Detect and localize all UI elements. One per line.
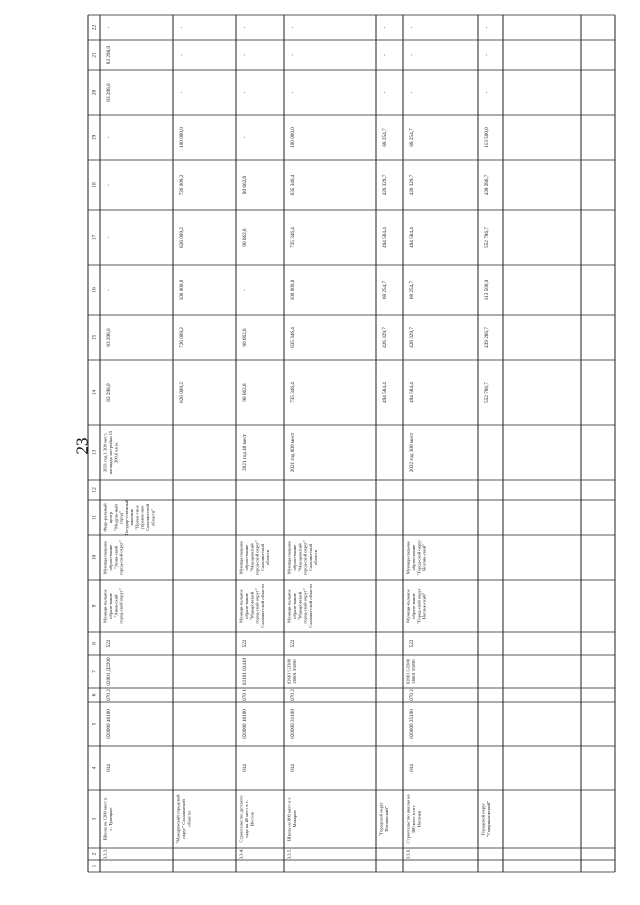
row-4-c19: 100 000,0 [290, 127, 297, 148]
row-4-c8: 522 [290, 639, 297, 648]
row-7-c14: 552 786,7 [484, 382, 491, 403]
row-7-c18: 439 286,7 [484, 174, 491, 196]
header-col-number: 6 [91, 693, 98, 697]
row-1-c14: 83 298,0 [106, 383, 113, 402]
row-3-c6: 070 1 [242, 689, 249, 701]
row-2-c17: 826 009,2 [179, 227, 186, 248]
row-1-num: 3.3.3. [102, 848, 108, 860]
row-7-c15: 439 286,7 [484, 327, 491, 348]
row-5-c19: 68 254,7 [382, 128, 389, 147]
row-1-c22: - [106, 26, 113, 29]
row-6-c15: 426 329,7 [409, 327, 416, 348]
row-2-c14: 826 009,2 [179, 382, 186, 403]
row-4-c13: 2021 год 800 мест [290, 432, 297, 473]
row-6-c17: 494 584,4 [409, 227, 416, 248]
row-1-c6: 070 2 [106, 689, 113, 701]
row-4-c14: 735 346,4 [290, 382, 297, 403]
header-col-number: 22 [91, 24, 98, 31]
row-4-c20: - [290, 91, 297, 94]
row-6-c8: 522 [409, 639, 416, 648]
header-col-number: 10 [91, 554, 98, 561]
row-5-c20: - [382, 91, 389, 94]
row-3-c15: 90 662,8 [242, 328, 249, 347]
row-4-c18: 635 346,4 [290, 174, 297, 196]
row-1-c10: Муници-пальноеобразо-вание"Анив-скийгород-ской округ" [102, 539, 124, 576]
row-6-c9: Муници-пальноеобразо-вание"Город-ской округНоглик-ский" [405, 588, 427, 624]
row-1-c20: 83 298,0 [106, 83, 113, 102]
row-2-c18: 726 009,2 [179, 174, 186, 196]
header-col-number: 19 [91, 134, 98, 141]
row-1-c8: 522 [106, 639, 113, 648]
row-3-c17: 90 662,8 [242, 228, 249, 247]
row-6-c21: - [409, 54, 416, 56]
row-2-c20: - [179, 91, 186, 94]
row-3-c13: 2021 год 40 мест [242, 434, 249, 471]
row-2-c22: - [179, 26, 186, 29]
row-5-c17: 494 584,4 [382, 227, 389, 248]
row-1-c9: Муници-пальноеобразо-вание"Анив-скийгород-ской округ" [102, 588, 124, 624]
header-col-number: 13 [91, 449, 98, 456]
row-7-name: Городской округ"Смирныховский" [480, 801, 491, 837]
row-7-c19: 113 500,0 [484, 127, 491, 148]
row-2-c15: 726 009,2 [179, 327, 186, 348]
row-5-c22: - [382, 26, 389, 29]
row-6-c10: Муници-пальноеобразо-вание"Город-ской округНоглик-ский" [405, 539, 427, 576]
header-col-number: 18 [91, 182, 98, 188]
header-col-number: 3 [91, 817, 98, 821]
row-1-c19: - [106, 136, 113, 139]
row-7-c16: 113 500,0 [484, 279, 491, 301]
row-3-c18: 90 662,8 [242, 175, 249, 195]
row-3-c9: Муници-пальноеобразо-вание"Макаровскийгород-ской округ"Сахалин-ской области [238, 584, 265, 628]
row-2-c21: - [179, 54, 186, 56]
row-4-c16: 100 000,0 [290, 279, 297, 301]
row-1-c15: 83 298,0 [106, 328, 113, 347]
row-3-name: Строительство детскогосада на 40 мест в с.Восток [238, 795, 255, 843]
header-col-number: 20 [91, 89, 98, 96]
header-col-number: 14 [91, 389, 98, 396]
row-3-c5: 020000 18100 [242, 709, 249, 739]
row-4-num: 3.3.5. [286, 848, 292, 860]
row-5-c21: - [382, 54, 389, 56]
table-grid [88, 15, 615, 872]
row-3-c10: Муници-пальноеобразо-вание"Макаровскийгород-ской округ"Сахалин-скойобласти [238, 539, 271, 576]
row-4-name: Школа на 800 мест в г.Макаров [286, 796, 297, 842]
row-3-num: 3.3.4. [238, 848, 244, 860]
row-1-c17: - [106, 236, 113, 239]
row-3-c14: 90 662,8 [242, 383, 249, 402]
row-2-name: "Макаровский городскойокруг" Сахалинскойобласти [175, 794, 192, 844]
row-6-c18: 426 329,7 [409, 174, 416, 196]
header-col-number: 15 [91, 334, 98, 341]
row-2-c19: 100 000,0 [179, 127, 186, 148]
row-5-c16: 68 254,7 [382, 280, 389, 300]
header-col-number: 17 [91, 234, 98, 241]
row-3-c21: - [242, 54, 249, 56]
row-1-c7: 02001 Д2200 [106, 657, 113, 686]
row-6-c19: 68 254,7 [409, 128, 416, 147]
row-1-c4: 014 [106, 764, 113, 772]
table-cells [91, 25, 491, 868]
row-6-c22: - [409, 26, 416, 29]
row-7-c17: 552 786,7 [484, 227, 491, 248]
header-col-number: 7 [91, 670, 98, 673]
row-6-c4: 014 [409, 764, 416, 772]
header-col-number: 5 [91, 722, 98, 726]
row-4-c4: 014 [290, 764, 297, 772]
row-6-num: 3.3.6. [405, 848, 411, 860]
row-6-name: Строительство школы на300 мест в пгт.Ноглики [405, 794, 422, 844]
row-4-c6: 070 2 [290, 689, 297, 701]
row-4-c7: 02601 G330026601 55050 [286, 658, 297, 685]
row-3-c4: 014 [242, 764, 249, 772]
row-2-c16: 100 000,0 [179, 279, 186, 301]
row-5-c18: 426 329,7 [382, 174, 389, 196]
row-1-c16: - [106, 289, 113, 291]
row-6-c7: 02001 G330026601 55050 [405, 658, 416, 685]
row-3-c20: - [242, 91, 249, 94]
row-4-c10: Муници-пальноеобразо-вание"Макаровскийгород-ской округ"Сахалин-скойобласти [286, 539, 319, 576]
header-col-number: 2 [91, 852, 98, 856]
row-4-c15: 635 346,4 [290, 327, 297, 348]
row-1-c21: 83 298,0 [106, 45, 113, 65]
header-col-number: 9 [91, 604, 98, 608]
row-4-c22: - [290, 26, 297, 29]
row-4-c9: Муници-пальноеобразо-вание"Макаровскийгород-ской округ"Сахалин-ской области [286, 584, 313, 628]
row-3-c8: 522 [242, 639, 249, 648]
row-4-c17: 735 346,4 [290, 227, 297, 248]
row-7-c22: - [484, 26, 491, 29]
row-6-c13: 2022 год 300 мест [409, 432, 416, 473]
header-col-number: 8 [91, 642, 98, 645]
row-3-c16: - [242, 289, 249, 291]
row-3-c7: 02101 03410 [242, 657, 249, 686]
header-col-number: 1 [91, 864, 98, 868]
row-6-c16: 68 254,7 [409, 280, 416, 300]
header-col-number: 4 [91, 766, 98, 770]
row-1-c18: - [106, 184, 113, 186]
header-col-number: 16 [91, 287, 98, 293]
row-6-c14: 494 584,4 [409, 382, 416, 403]
header-col-number: 11 [91, 514, 98, 521]
row-5-name: "Городской округНогликский" [378, 801, 389, 837]
row-5-c15: 426 329,7 [382, 327, 389, 348]
page-number: 23 [72, 437, 92, 455]
row-1-c5: 020000 46100 [106, 709, 113, 739]
row-6-c5: 020000 25100 [409, 709, 416, 739]
row-7-c20: - [484, 91, 491, 94]
row-3-c22: - [242, 26, 249, 29]
row-7-c21: - [484, 54, 491, 56]
header-col-number: 21 [91, 52, 98, 58]
row-3-c19: - [242, 136, 249, 139]
row-1-c13: 2021 год 1 200 мест,площадь застройки 15200,0 кв.м. [102, 430, 119, 475]
row-6-c20: - [409, 91, 416, 94]
row-4-c21: - [290, 54, 297, 56]
row-1-name: Школа на 1200 мест вс. Троицкое [102, 797, 113, 841]
header-col-number: 12 [91, 487, 98, 493]
row-6-c6: 070 2 [409, 689, 416, 701]
row-4-c5: 020000 31100 [290, 709, 297, 739]
row-5-c14: 494 584,4 [382, 382, 389, 403]
row-1-c11: Феде-ральныйцентр"Модуль-ныйгород"Государ-ственныйзаказчик"Проек-тноеуправле-ниеСахалин-скойобласти" [102, 499, 156, 536]
